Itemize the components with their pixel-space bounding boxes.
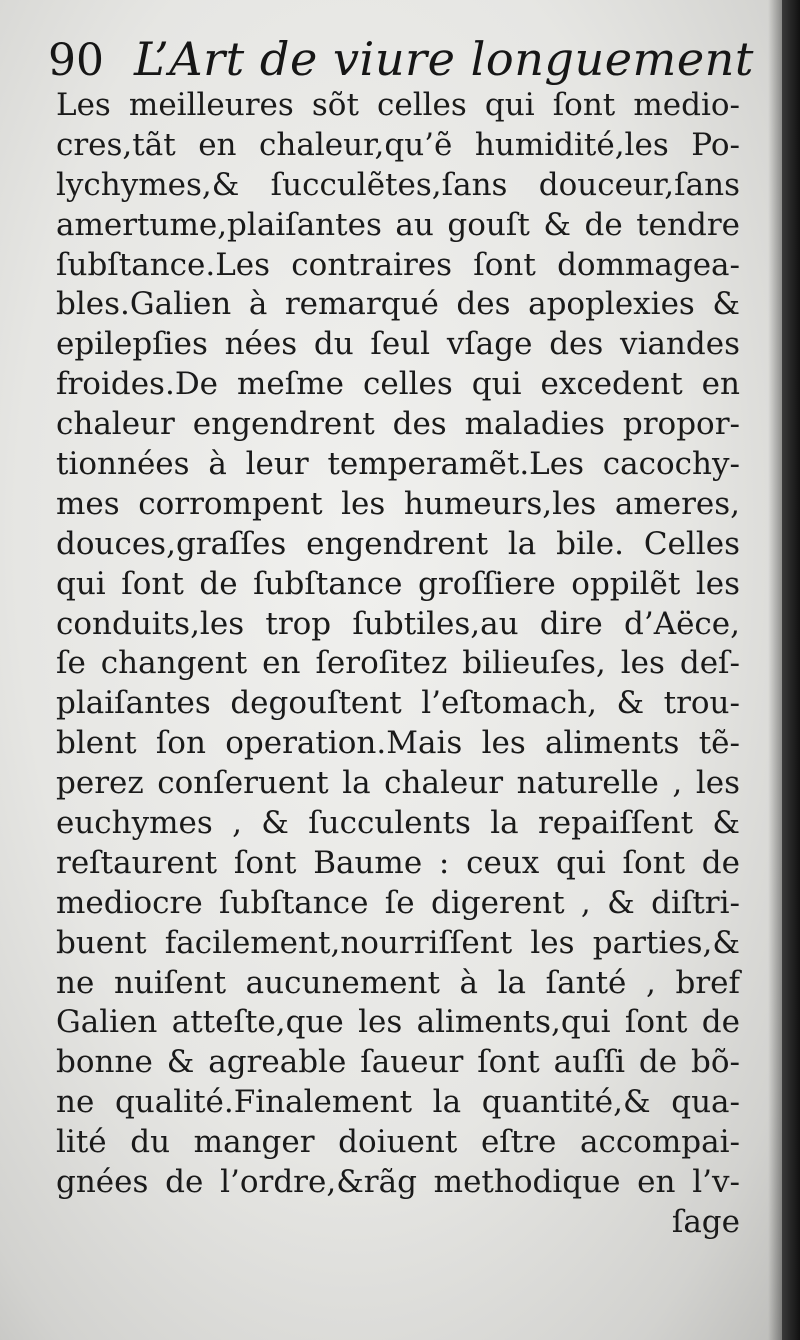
text-line: reſtaurent ſont Baume : ceux qui ſont de <box>56 844 740 881</box>
text-line: plaiſantes degouſtent l’eſtomach, & trou- <box>56 685 740 722</box>
text-line: amertume,plaiſantes au gouſt & de tendre <box>56 206 740 243</box>
text-line: tionnées à leur temperamẽt.Les cacochy- <box>56 446 740 483</box>
body-text <box>56 86 740 1243</box>
text-line: lychymes,& ſucculẽtes,ſans douceur,ſans <box>56 166 740 203</box>
text-line: cres,tãt en chaleur,qu’ẽ humidité,les Po- <box>56 126 740 163</box>
text-line: Galien atteſte,que les aliments,qui ſont de <box>56 1004 740 1041</box>
text-line: blent ſon operation.Mais les aliments tẽ- <box>56 725 740 762</box>
text-line: froides.De meſme celles qui excedent en <box>56 366 740 403</box>
running-title: L’Art de viure longuement <box>134 32 754 86</box>
page-edge-shadow <box>782 0 800 1340</box>
text-line: mes corrompent les humeurs,les ameres, <box>56 485 740 522</box>
text-line: gnées de l’ordre,&rãg methodique en l’v- <box>56 1164 740 1201</box>
text-line: lité du manger doiuent eſtre accompai- <box>56 1124 740 1161</box>
text-line: chaleur engendrent des maladies propor- <box>56 406 740 443</box>
text-line: buent facilement,nourriſſent les parties,& <box>56 924 740 961</box>
catchword: ſage <box>671 1203 740 1240</box>
text-line: ne nuiſent aucunement à la ſanté , bref <box>56 964 740 1001</box>
running-head <box>48 26 754 90</box>
text-line: mediocre ſubſtance ſe digerent , & diſtri- <box>56 884 740 921</box>
text-line: euchymes , & ſucculents la repaiſſent & <box>56 805 740 842</box>
text-line: conduits,les trop ſubtiles,au dire d’Aëce, <box>56 605 740 642</box>
text-line: epilepſies nées du ſeul vſage des viandes <box>56 326 740 363</box>
text-line: perez conſeruent la chaleur naturelle , les <box>56 765 740 802</box>
page-number: 90 <box>48 35 104 86</box>
text-line: bles.Galien à remarqué des apoplexies & <box>56 286 740 323</box>
text-line: bonne & agreable ſaueur ſont auſſi de bõ- <box>56 1044 740 1081</box>
text-line: Les meilleures sõt celles qui ſont medio- <box>56 87 740 123</box>
text-line: qui ſont de ſubſtance groſſiere oppilẽt les <box>56 565 740 602</box>
text-line: ſubſtance.Les contraires ſont dommagea- <box>56 246 740 283</box>
text-line: ſe changent en ſeroſitez bilieuſes, les deſ- <box>56 645 740 682</box>
text-line: douces,graſſes engendrent la bile. Celles <box>56 525 740 562</box>
text-line: ne qualité.Finalement la quantité,& qua- <box>56 1084 740 1121</box>
